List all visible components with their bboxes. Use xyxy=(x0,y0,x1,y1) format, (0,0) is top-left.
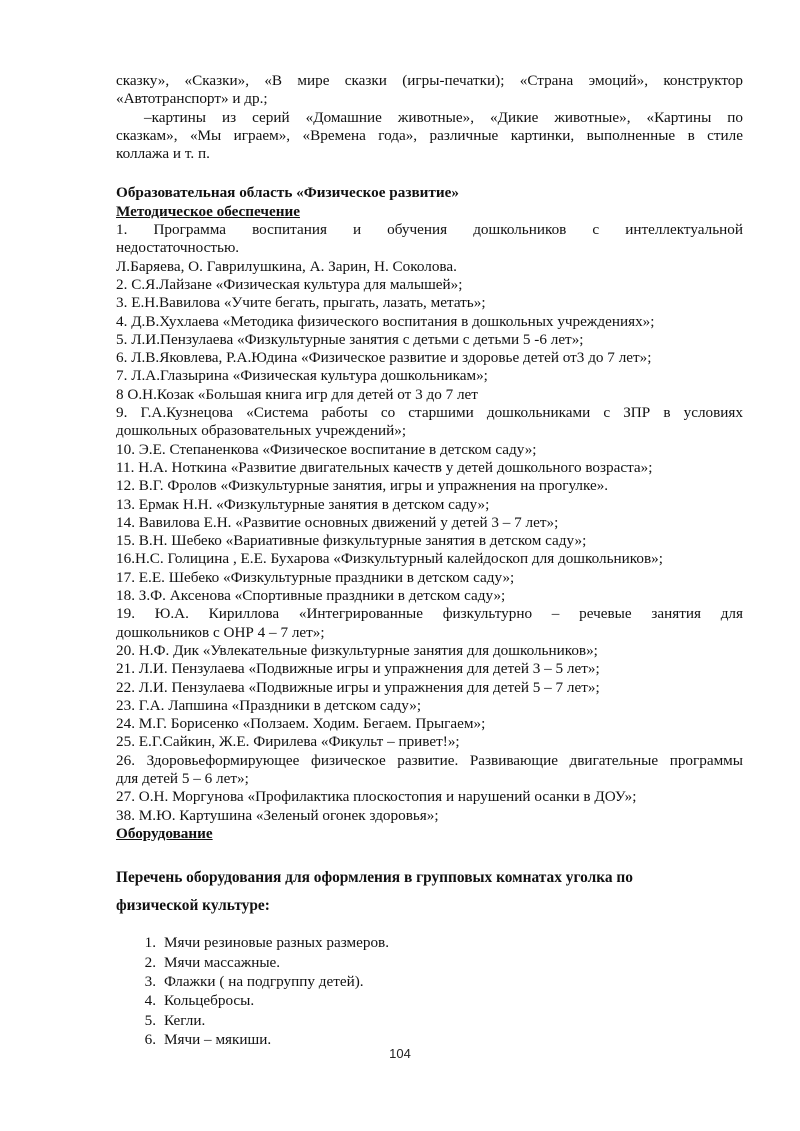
equipment-item xyxy=(116,991,743,1010)
bibliography-entry-line: 18. З.Ф. Аксенова «Спортивные праздники в детском саду»; xyxy=(116,587,506,605)
bibliography-entry-line: 24. М.Г. Борисенко «Ползаем. Ходим. Бегаем. Прыгаем»; xyxy=(116,715,486,733)
intro-line: «Автотранспорт» и др.; xyxy=(116,90,268,108)
bibliography-entry-line: 27. О.Н. Моргунова «Профилактика плоскостопия и нарушений осанки в ДОУ»; xyxy=(116,788,637,806)
bibliography-entry-line: 14. Вавилова Е.Н. «Развитие основных движений у детей 3 – 7 лет»; xyxy=(116,513,559,531)
bibliography-entry-line: 3. Е.Н.Вавилова «Учите бегать, прыгать, лазать, метать»; xyxy=(116,294,486,312)
bibliography-entry-line: 6. Л.В.Яковлева, Р.А.Юдина «Физическое развитие и здоровье детей от3 до 7 лет»; xyxy=(116,349,652,367)
bibliography-entry-line: 8 О.Н.Козак «Большая книга игр для детей от 3 до 7 лет xyxy=(116,385,478,403)
intro-line: коллажа и т. п. xyxy=(116,145,210,163)
intro-line: –картины из серий «Домашние животные», «Дикие животные», «Картины по xyxy=(144,108,743,126)
section-title: Образовательная область «Физическое развитие» xyxy=(116,184,459,202)
intro-line: сказкам», «Мы играем», «Времена года», различные картинки, выполненные в стиле xyxy=(116,126,743,144)
bibliography-entry-line: 1. Программа воспитания и обучения дошкольников с интеллектуальной xyxy=(116,221,743,239)
equipment-heading: Оборудование xyxy=(116,824,213,842)
equipment-item-text: Мячи – мякиши. xyxy=(164,1031,272,1049)
equipment-item-number: 5. xyxy=(144,1011,156,1029)
bibliography-entry-line: 9. Г.А.Кузнецова «Система работы со старшими дошкольниками с ЗПР в условиях xyxy=(116,404,743,422)
bibliography-entry-line: 38. М.Ю. Картушина «Зеленый огонек здоровья»; xyxy=(116,806,439,824)
bibliography-entry-line: 19. Ю.А. Кириллова «Интегрированные физкультурно – речевые занятия для xyxy=(116,605,743,623)
bibliography-entry-line: недостаточностью. xyxy=(116,239,240,257)
equipment-item xyxy=(116,1011,743,1030)
bibliography-entry-line: 13. Ермак Н.Н. «Физкультурные занятия в детском саду»; xyxy=(116,495,490,513)
bibliography-entry-line: 10. Э.Е. Степаненкова «Физическое воспитание в детском саду»; xyxy=(116,440,537,458)
bibliography-entry-line: 25. Е.Г.Сайкин, Ж.Е. Фирилева «Фикульт – привет!»; xyxy=(116,733,460,751)
equipment-list-title: Перечень оборудования для оформления в групповых комнатах уголка по физической культуре: xyxy=(116,869,633,914)
intro-line: сказку», «Сказки», «В мире сказки (игры-печатки); «Страна эмоций», конструктор xyxy=(116,72,743,89)
equipment-item-number: 1. xyxy=(144,934,156,952)
bibliography-entry-line: 17. Е.Е. Шебеко «Физкультурные праздники в детском саду»; xyxy=(116,568,515,586)
section-subtitle: Методическое обеспечение xyxy=(116,202,300,220)
bibliography-entry-line: 4. Д.В.Хухлаева «Методика физического воспитания в дошкольных учреждениях»; xyxy=(116,312,655,330)
bibliography-entry-line: 11. Н.А. Ноткина «Развитие двигательных качеств у детей дошкольного возраста»; xyxy=(116,458,653,476)
bibliography-entry-line: дошкольных образовательных учреждений»; xyxy=(116,422,407,440)
equipment-item xyxy=(116,933,743,952)
bibliography-list xyxy=(116,221,743,825)
bibliography-entry-line: 22. Л.И. Пензулаева «Подвижные игры и упражнения для детей 5 – 7 лет»; xyxy=(116,678,600,696)
bibliography-entry-line: 26. Здоровьеформирующее физическое развитие. Развивающие двигательные программы xyxy=(116,751,743,769)
bibliography-entry-line: 5. Л.И.Пензулаева «Физкультурные занятия с детьми с детьми 5 -6 лет»; xyxy=(116,330,584,348)
equipment-item xyxy=(116,953,743,972)
bibliography-entry-line: 23. Г.А. Лапшина «Праздники в детском саду»; xyxy=(116,696,422,714)
equipment-item-number: 6. xyxy=(144,1031,156,1049)
bibliography-entry-line: 21. Л.И. Пензулаева «Подвижные игры и упражнения для детей 3 – 5 лет»; xyxy=(116,660,600,678)
equipment-item-text: Флажки ( на подгруппу детей). xyxy=(164,972,364,990)
equipment-item-text: Мячи массажные. xyxy=(164,953,281,971)
equipment-item-number: 2. xyxy=(144,953,156,971)
bibliography-entry-line: 15. В.Н. Шебеко «Вариативные физкультурные занятия в детском саду»; xyxy=(116,532,587,550)
bibliography-entry-line: для детей 5 – 6 лет»; xyxy=(116,769,249,787)
equipment-item-text: Кольцебросы. xyxy=(164,992,255,1010)
equipment-item-text: Кегли. xyxy=(164,1011,206,1029)
bibliography-entry-line: дошкольников с ОНР 4 – 7 лет»; xyxy=(116,623,325,641)
equipment-item-text: Мячи резиновые разных размеров. xyxy=(164,934,390,952)
bibliography-entry-line: 16.Н.С. Голицина , Е.Е. Бухарова «Физкультурный калейдоскоп для дошкольников»; xyxy=(116,550,663,568)
bibliography-entry-line: 2. С.Я.Лайзане «Физическая культура для малышей»; xyxy=(116,275,463,293)
bibliography-entry-line: Л.Баряева, О. Гаврилушкина, А. Зарин, Н. Соколова. xyxy=(116,257,457,275)
equipment-item-number: 4. xyxy=(144,992,156,1010)
bibliography-entry-line: 7. Л.А.Глазырина «Физическая культура дошкольникам»; xyxy=(116,367,488,385)
equipment-item-number: 3. xyxy=(144,972,156,990)
equipment-item xyxy=(116,972,743,991)
document-page xyxy=(116,72,743,1050)
equipment-list xyxy=(116,933,743,1049)
bibliography-entry-line: 20. Н.Ф. Дик «Увлекательные физкультурные занятия для дошкольников»; xyxy=(116,641,598,659)
bibliography-entry-line: 12. В.Г. Фролов «Физкультурные занятия, игры и упражнения на прогулке». xyxy=(116,477,609,495)
page-number: 104 xyxy=(389,1046,411,1061)
